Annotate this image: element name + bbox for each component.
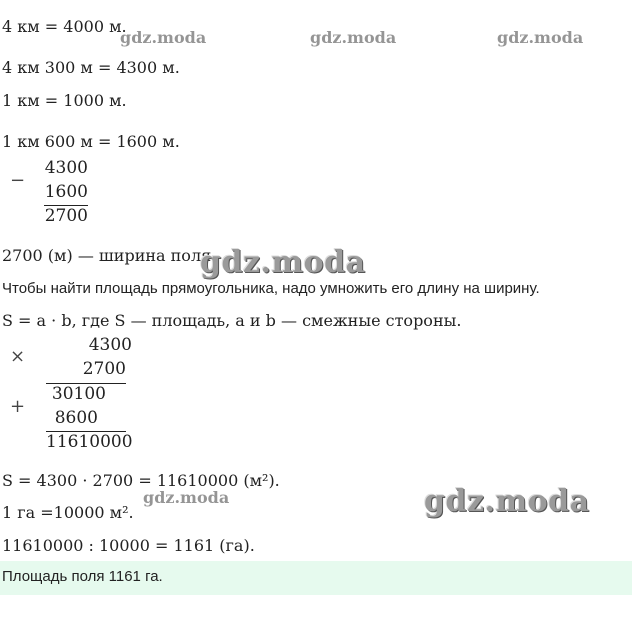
area-calculation: S = 4300 · 2700 = 11610000 (м²).	[2, 471, 280, 490]
clipped-previous-line	[0, 0, 120, 6]
rule-statement: Чтобы найти площадь прямоугольника, надо умножить его длину на ширину.	[2, 280, 540, 297]
line-1km: 1 км = 1000 м.	[2, 91, 127, 110]
partial-product-2: 8600	[54, 408, 98, 428]
watermark-small: gdz.moda	[143, 488, 230, 507]
factor-2: 2700	[82, 359, 126, 379]
line-width-result: 2700 (м) — ширина поля.	[2, 246, 217, 265]
hectare-conversion: 11610000 : 10000 = 1161 (га).	[2, 536, 255, 555]
line-1km-600m: 1 км 600 м = 1600 м.	[2, 132, 180, 151]
times-sign: ×	[10, 346, 26, 367]
minus-sign: −	[10, 170, 26, 191]
watermark-small: gdz.moda	[120, 28, 207, 47]
partial-product-1: 30100	[51, 384, 106, 404]
multiplication-result: 11610000	[46, 432, 133, 452]
watermark-large: gdz.moda	[200, 245, 366, 280]
answer-text: Площадь поля 1161 га.	[2, 568, 163, 585]
line-4km-300m: 4 км 300 м = 4300 м.	[2, 58, 180, 77]
hectare-definition: 1 га =10000 м².	[2, 503, 134, 522]
watermark-small: gdz.moda	[497, 28, 584, 47]
plus-sign: +	[10, 396, 26, 417]
watermark-small: gdz.moda	[310, 28, 397, 47]
subtraction-result: 2700	[44, 206, 88, 226]
factor-1: 4300	[88, 335, 132, 355]
subtrahend: 1600	[44, 182, 88, 202]
watermark-large: gdz.moda	[424, 484, 590, 519]
formula-area: S = a · b, где S — площадь, a и b — смежные стороны.	[2, 311, 462, 330]
line-4km: 4 км = 4000 м.	[2, 17, 127, 36]
minuend: 4300	[44, 158, 88, 178]
